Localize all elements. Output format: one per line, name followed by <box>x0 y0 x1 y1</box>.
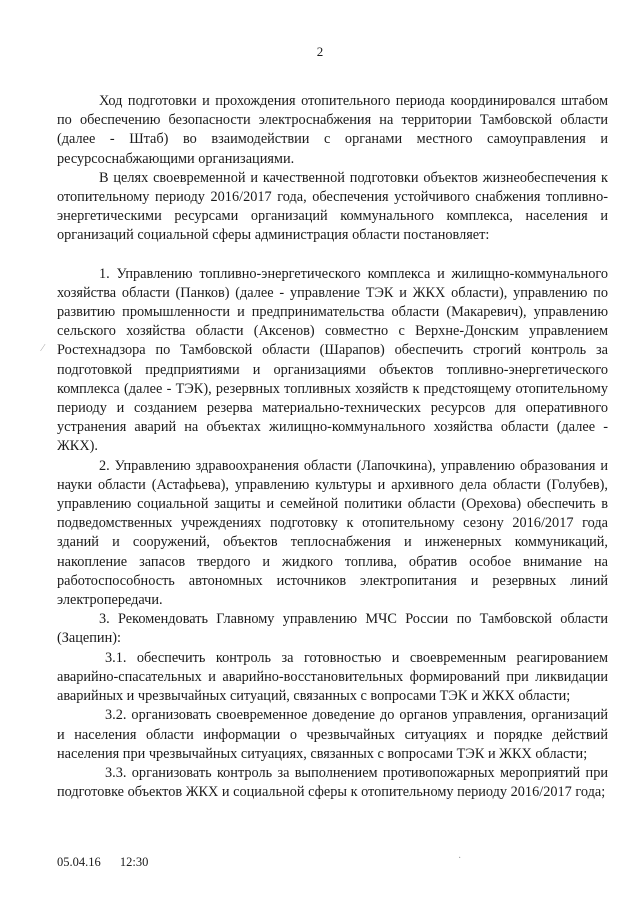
paragraph-item-3: 3. Рекомендовать Главному управлению МЧС России по Тамбовской области (Зацепин): <box>57 611 608 647</box>
scan-speck: · <box>458 853 462 864</box>
document-body <box>57 92 608 802</box>
paragraph-intro: Ход подготовки и прохождения отопительного периода координировался штабом по обеспечению безопасности электроснабжения на территории Тамбовской области (далее - Штаб) во взаимодействии с органами местного самоуправления и ресурсоснабжающими организациями. <box>57 93 608 167</box>
paragraph-item-3-1: 3.1. обеспечить контроль за готовностью и своевременным реагированием аварийно-спасательных и аварийно-восстановительных формирований при ликвидации аварийных и чрезвычайных ситуаций, связанных с вопросами ТЭК и ЖКХ области; <box>57 649 608 705</box>
paragraph-item-3-3: 3.3. организовать контроль за выполнением противопожарных мероприятий при подготовке объектов ЖКХ и социальной сферы к отопительному периоду 2016/2017 года; <box>57 764 608 801</box>
footer-timestamp <box>57 855 148 870</box>
margin-mark: ⁄ <box>42 343 44 354</box>
footer-date: 05.04.16 <box>57 855 101 869</box>
footer-time: 12:30 <box>119 855 149 869</box>
paragraph-item-3-2: 3.2. организовать своевременное доведение до органов управления, организаций и населения области информации о чрезвычайных ситуациях и порядке действий населения при чрезвычайных ситуациях, связанных с вопросами ТЭК и ЖКХ области; <box>57 707 608 762</box>
paragraph-item-1: 1. Управлению топливно-энергетического комплекса и жилищно-коммунального хозяйства области (Панков) (далее - управление ТЭК и ЖКХ области), управлению по развитию промышленности и предпринимательства области (Макаревич), управлению сельского хозяйства области (Аксенов) совместно с Верхне-Донским управлением Ростехнадзора по Тамбовской области (Шарапов) обеспечить строгий контроль за подготовкой предприятиями и организациями объектов топливно-энергетического комплекса (далее - ТЭК), резервных топливных хозяйств к предстоящему отопительному периоду и созданием резерва материально-технических ресурсов для оперативного устранения аварий на объектах жилищно-коммунального хозяйства области (далее - ЖКХ). <box>57 265 608 455</box>
paragraph-item-2: 2. Управлению здравоохранения области (Лапочкина), управлению образования и науки области (Астафьева), управлению культуры и архивного дела области (Голубев), управлению социальной защиты и семейной политики области (Орехова) обеспечить в подведомственных учреждениях подготовку к отопительному сезону 2016/2017 года зданий и сооружений, объектов теплоснабжения и инженерных коммуникаций, накопление запасов твердого и жидкого топлива, обратив особое внимание на работоспособность автономных источников электропитания и резервных линий электропередачи. <box>57 457 608 609</box>
paragraph-preamble: В целях своевременной и качественной подготовки объектов жизнеобеспечения к отопительному периоду 2016/2017 года, обеспечения устойчивого снабжения топливно-энергетическими ресурсами организаций коммунального комплекса, населения и организаций социальной сферы администрация области постановляет: <box>57 169 608 244</box>
page-number: 2 <box>316 44 324 59</box>
